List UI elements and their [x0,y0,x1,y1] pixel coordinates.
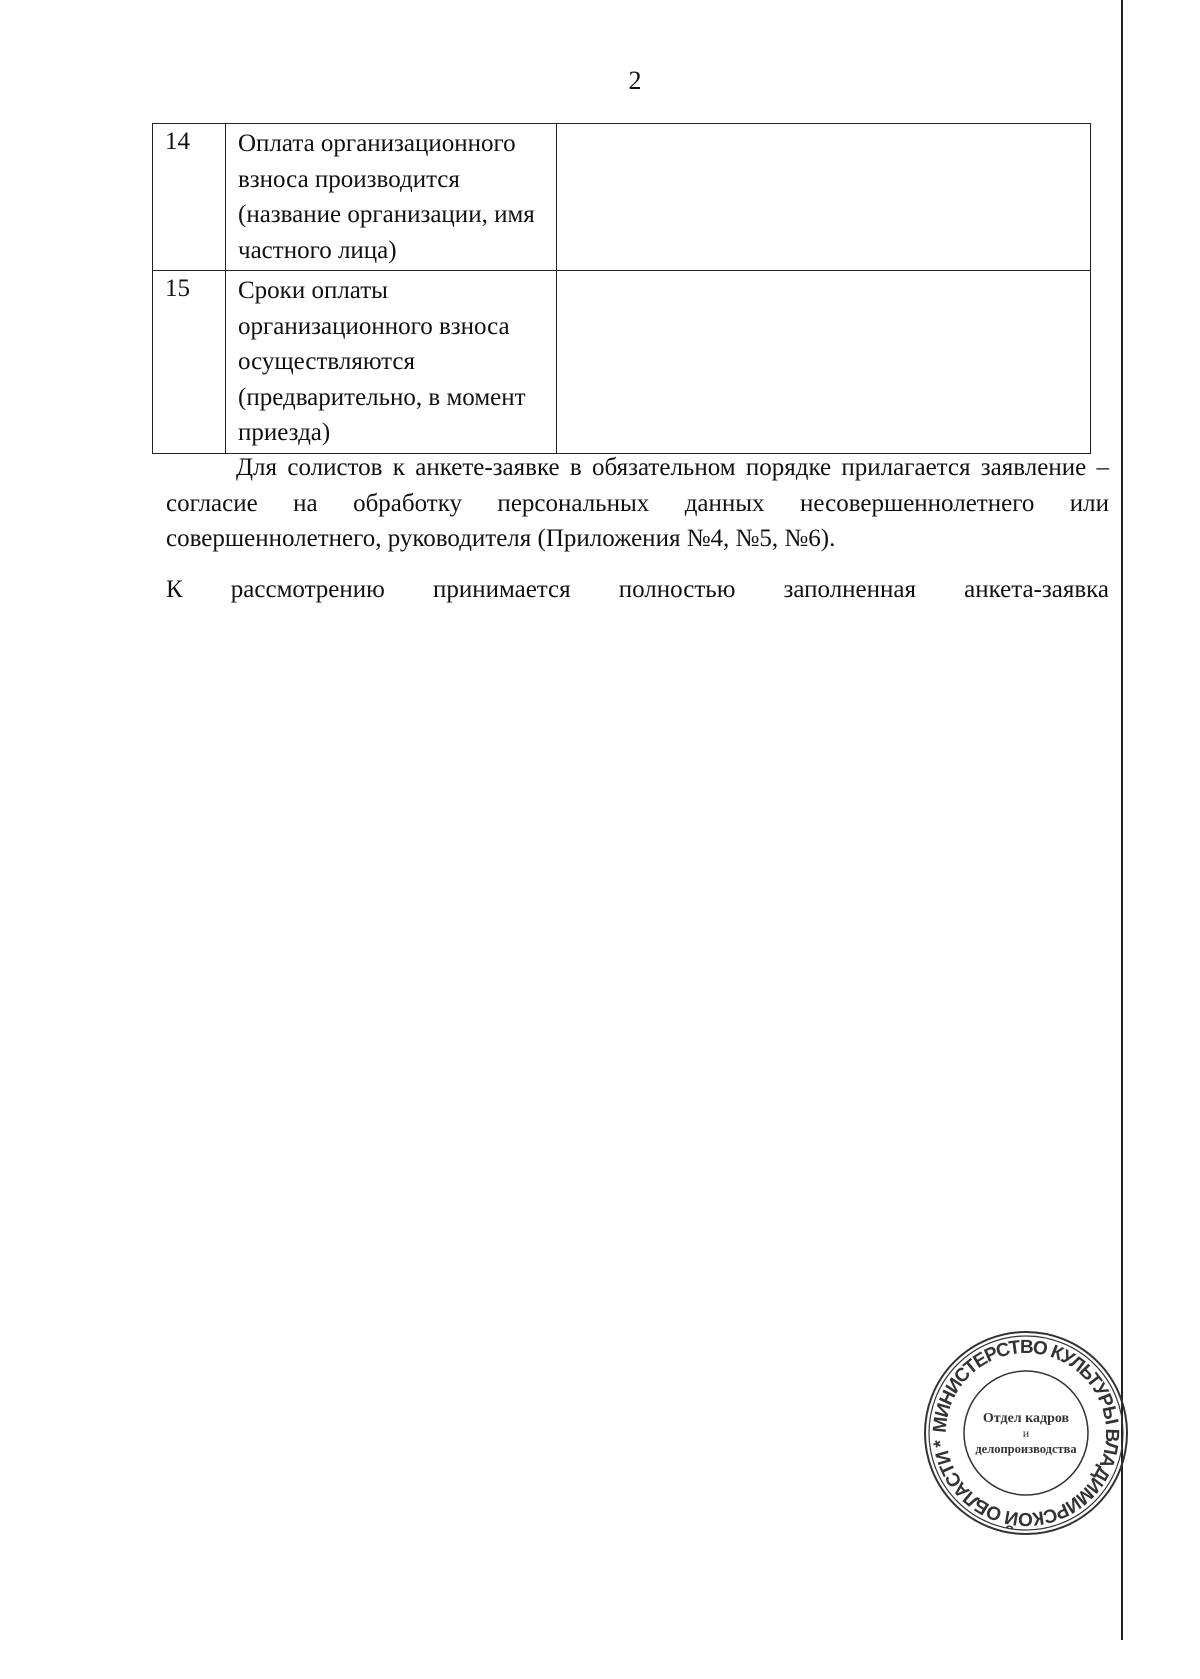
row-label: Оплата организационного взноса производится (название организации, имя частного лица) [226,124,557,271]
row-number: 15 [153,271,226,454]
row-number: 14 [153,124,226,271]
stamp-center-line-1: Отдел кадров [982,1411,1070,1426]
stamp-center-line-2: и [1022,1426,1030,1440]
row-value [557,124,1091,271]
table-row [153,124,1091,271]
ministry-stamp [920,1327,1132,1539]
paragraph-text: Для солистов к анкете-заявке в обязательном порядке прилагается заявление – согласие на обработку персональных данных несовершеннолетнего или совершеннолетнего, руководителя (Приложения №4, №5, №6). [166,454,1109,552]
page-number: 2 [628,66,642,95]
row-value [557,271,1091,454]
solo-requirements-paragraph [166,450,1109,557]
stamp-ring-text: МИНИСТЕРСТВО КУЛЬТУРЫ ВЛАДИМИРСКОЙ ОБЛАСТИ * [929,1336,1123,1530]
table-row [153,271,1091,454]
stamp-center-line-3: делопроизводства [975,1442,1077,1456]
acceptance-paragraph: К рассмотрению принимается полностью заполненная анкета-заявка [166,576,1109,603]
form-table [152,123,1091,454]
row-label: Сроки оплаты организационного взноса осуществляются (предварительно, в момент приезда) [226,271,557,454]
